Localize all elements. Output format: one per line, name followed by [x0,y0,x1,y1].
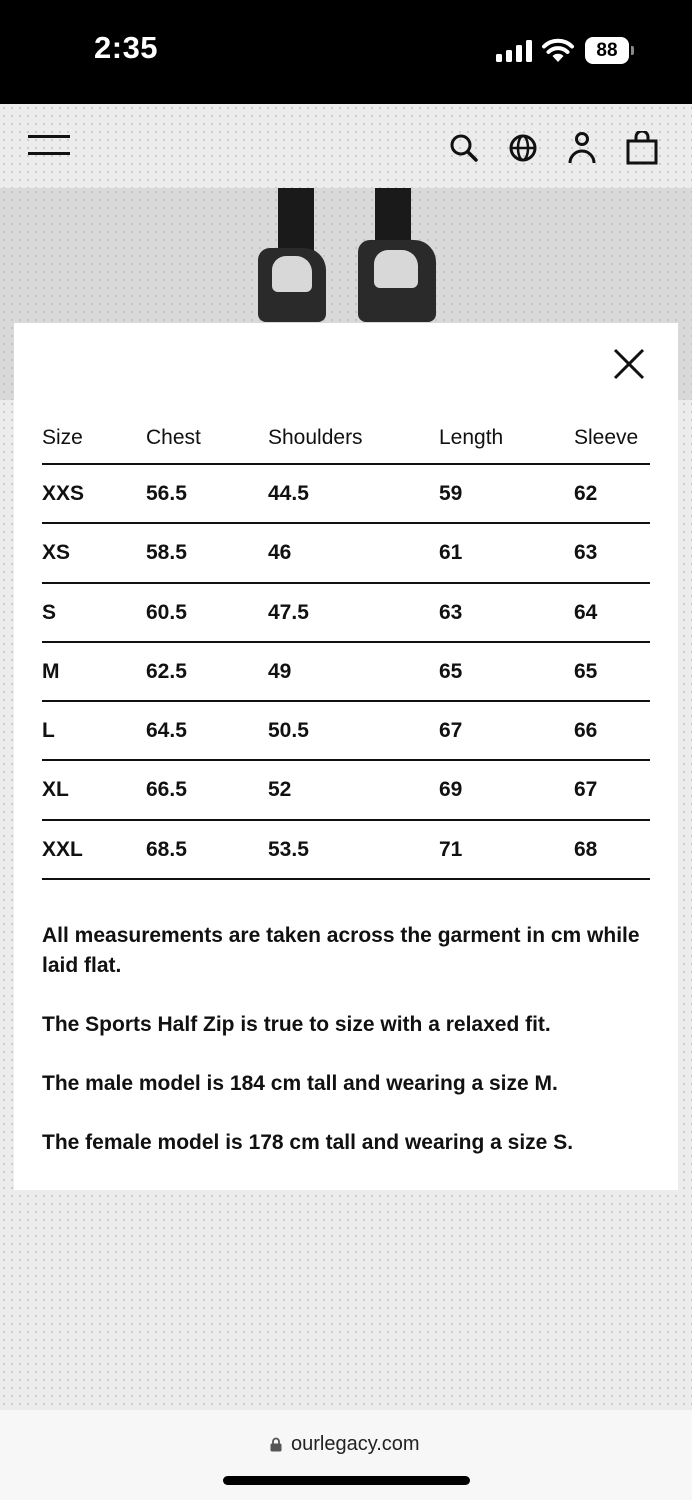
length-cell: 63 [439,600,463,624]
wifi-icon [541,36,575,64]
length-cell: 69 [439,778,463,802]
length-cell: 71 [439,837,463,861]
sleeve-cell: 66 [574,719,598,743]
size-notes [42,921,642,1187]
chest-cell: 68.5 [146,837,187,861]
table-row [42,643,650,702]
chest-cell: 56.5 [146,482,187,505]
status-bar [0,0,692,104]
battery-tip [631,46,634,55]
sleeve-cell: 65 [574,659,598,683]
column-header-size: Size [42,426,83,449]
table-row [42,584,650,643]
column-header-shoulders: Shoulders [268,426,363,449]
search-icon[interactable] [448,131,480,165]
length-cell: 65 [439,659,463,683]
shoulders-cell: 50.5 [268,719,309,743]
url-text: ourlegacy.com [291,1432,420,1455]
note-female-model: The female model is 178 cm tall and wearing a size S. [42,1131,574,1154]
chest-cell: 58.5 [146,541,187,565]
chest-cell: 66.5 [146,778,187,802]
sleeve-cell: 64 [574,600,598,624]
account-icon[interactable] [566,131,598,165]
size-cell: XL [42,778,69,802]
column-header-sleeve: Sleeve [574,426,639,449]
lock-icon [270,1437,282,1452]
length-cell: 61 [439,541,463,565]
status-time: 2:35 [94,30,159,65]
size-cell: S [42,600,57,624]
bag-icon[interactable] [626,131,658,165]
note-fit: The Sports Half Zip is true to size with a relaxed fit. [42,1013,551,1036]
home-indicator[interactable] [223,1476,470,1485]
table-row [42,702,650,761]
table-header-row [42,415,650,465]
chest-cell: 62.5 [146,659,187,683]
sleeve-cell: 63 [574,541,598,565]
shoe-left [258,248,326,322]
sleeve-cell: 67 [574,778,598,802]
battery-indicator: 88 [585,37,629,64]
cellular-signal-icon [496,40,532,62]
shoulders-cell: 49 [268,659,292,683]
note-measurements: All measurements are taken across the garment in cm while laid flat. [42,924,640,977]
close-icon[interactable] [612,347,646,381]
sleeve-cell: 68 [574,837,598,861]
length-cell: 59 [439,482,463,505]
chest-cell: 64.5 [146,719,187,743]
table-row [42,524,650,583]
globe-icon[interactable] [507,131,539,165]
menu-icon[interactable] [28,132,72,158]
table-row [42,821,650,880]
size-cell: M [42,659,60,683]
shoulders-cell: 52 [268,778,292,802]
length-cell: 67 [439,719,463,743]
shoulders-cell: 47.5 [268,600,309,624]
url-display[interactable] [270,1432,420,1456]
column-header-length: Length [439,426,504,449]
size-cell: XXS [42,482,85,505]
table-row [42,465,650,524]
table-row [42,761,650,820]
shoulders-cell: 46 [268,541,292,565]
note-male-model: The male model is 184 cm tall and wearing a size M. [42,1072,558,1095]
size-table [42,415,650,880]
size-cell: XS [42,541,71,565]
shoulders-cell: 44.5 [268,482,309,505]
shoulders-cell: 53.5 [268,837,309,861]
shoe-right [358,240,436,322]
column-header-chest: Chest [146,426,201,449]
chest-cell: 60.5 [146,600,187,624]
size-cell: XXL [42,837,83,861]
size-guide-modal [14,323,678,1190]
sleeve-cell: 62 [574,482,598,505]
size-cell: L [42,719,55,743]
